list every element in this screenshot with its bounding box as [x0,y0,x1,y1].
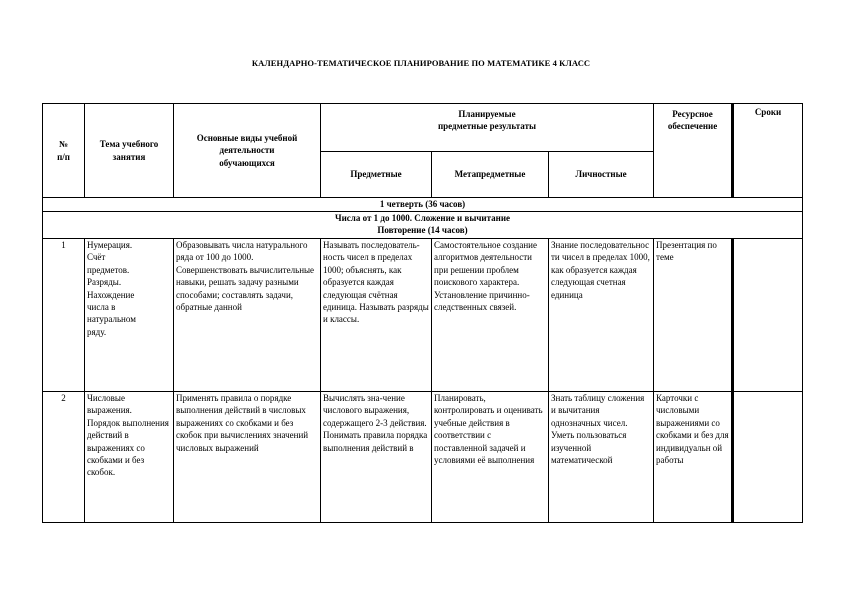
row-meta-results: Планировать, контролировать и оценивать учебные действия в соответствии с поставленной задачей и условиями её выполнения [432,392,549,523]
row-personal-results: Знать таблицу сложения и вычитания однозначных чисел. Уметь пользоваться изученной математической [549,392,654,523]
table-row [43,239,803,392]
row-resources: Карточки с числовыми выражениями со скобками и без для индивидуальн ой работы [654,392,733,523]
header-subject: Предметные [321,152,432,198]
row-subject-results: Вычислять зна-чение числового выражения, содержащего 2-3 действия. Понимать правила порядка выполнения действий в [321,392,432,523]
planning-table [42,103,803,523]
header-topic: Тема учебного занятия [85,104,174,198]
section-subtitle: Повторение (14 часов) [377,225,468,236]
row-topic: Нумерация. Счёт предметов. Разряды. Нахождение числа в натуральном ряду. [85,239,174,392]
section-label [43,212,803,239]
section-row [43,212,803,239]
row-personal-results: Знание последовательнос ти чисел в пределах 1000, как образуется каждая следующая счетная единица [549,239,654,392]
row-activities: Применять правила о порядке выполнения действий в числовых выражениях со скобками и без скобок при вычислениях значений числовых выражений [174,392,321,523]
row-resources: Презентация по теме [654,239,733,392]
row-dates [733,239,803,392]
table-row [43,392,803,523]
header-resources: Ресурсное обеспечение [654,104,733,198]
header-dates: Сроки [733,104,803,198]
page-title: КАЛЕНДАРНО-ТЕМАТИЧЕСКОЕ ПЛАНИРОВАНИЕ ПО МАТЕМАТИКЕ 4 КЛАСС [251,58,591,68]
header-num: № п/п [43,104,85,198]
row-topic: Числовые выражения. Порядок выполнения действий в выражениях со скобками и без скобок. [85,392,174,523]
header-activities: Основные виды учебной деятельности обучающихся [174,104,321,198]
quarter-label: 1 четверть (36 часов) [43,198,803,212]
row-num: 2 [43,392,85,523]
row-meta-results: Самостоятельное создание алгоритмов деятельности при решении проблем поискового характера. Установление причинно-следственных связей. [432,239,549,392]
row-subject-results: Называть последователь-ность чисел в пределах 1000; объяснять, как образуется каждая следующая счётная единица. Называть разряды и классы. [321,239,432,392]
section-title: Числа от 1 до 1000. Сложение и вычитание [335,213,511,223]
header-planned-results: Планируемые предметные результаты [321,104,654,152]
row-dates [733,392,803,523]
row-num: 1 [43,239,85,392]
header-row [43,104,803,152]
header-meta: Метапредметные [432,152,549,198]
quarter-row [43,198,803,212]
row-activities: Образовывать числа натурального ряда от 100 до 1000. Совершенствовать вычислительные навыки, решать задачу разными способами; составлять задачи, обратные данной [174,239,321,392]
header-personal: Личностные [549,152,654,198]
